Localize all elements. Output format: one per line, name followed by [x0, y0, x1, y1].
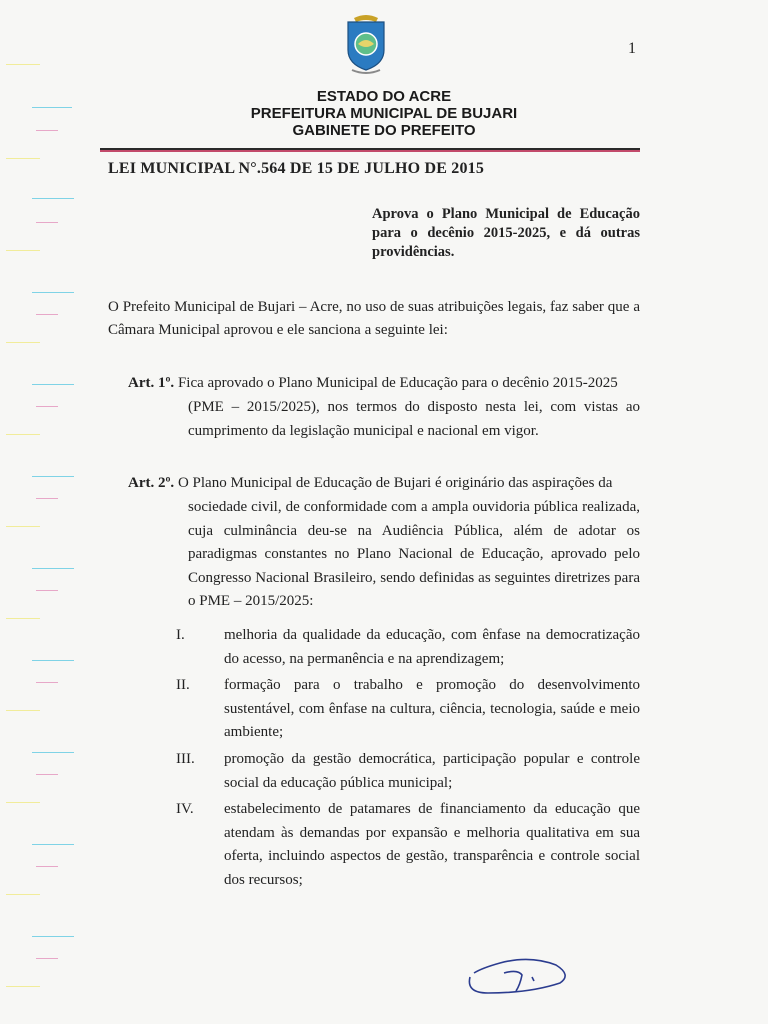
article-1: [128, 372, 640, 396]
letterhead: [0, 88, 768, 139]
item-text: promoção da gestão democrática, participação popular e controle social da educação pública municipal;: [224, 751, 640, 791]
article-2-text-first: O Plano Municipal de Educação de Bujari é originário das aspirações da: [177, 475, 613, 491]
header-divider: [100, 148, 640, 152]
municipal-crest-icon: [342, 14, 390, 76]
margin-marks: [0, 0, 80, 1024]
item-number: I.: [176, 627, 185, 643]
page-number: 1: [628, 40, 636, 57]
header-cabinet: GABINETE DO PREFEITO: [292, 122, 476, 139]
article-1-text-rest: (PME – 2015/2025), nos termos do disposto nesta lei, com vistas ao cumprimento da legislação municipal e nacional em vigor.: [188, 399, 640, 439]
article-2-label: Art. 2º.: [128, 475, 175, 491]
header-prefecture: PREFEITURA MUNICIPAL DE BUJARI: [250, 105, 518, 122]
item-text: estabelecimento de patamares de financiamento da educação que atendam às demandas por expansão e melhoria qualitativa em sua oferta, incluindo aspectos de gestão, transparência e controle social dos recursos;: [224, 801, 640, 888]
item-number: II.: [176, 677, 190, 693]
item-text: melhoria da qualidade da educação, com ênfase na democratização do acesso, na permanência e na aprendizagem;: [224, 627, 640, 667]
item-number: III.: [176, 751, 195, 767]
article-2-text-rest: sociedade civil, de conformidade com a ampla ouvidoria pública realizada, cuja culminância deu-se na Audiência Pública, além de adotar os paradigmas constantes no Plano Nacional de Educação, aprovado pelo Congresso Nacional Brasileiro, sendo definidas as seguintes diretrizes para o PME – 2015/2025:: [188, 499, 640, 609]
article-2: [128, 472, 640, 496]
ementa: Aprova o Plano Municipal de Educação para o decênio 2015-2025, e dá outras providências.: [372, 206, 640, 260]
item-number: IV.: [176, 801, 194, 817]
header-state: ESTADO DO ACRE: [316, 88, 452, 105]
article-1-text-first: Fica aprovado o Plano Municipal de Educação para o decênio 2015-2025: [177, 375, 618, 391]
article-1-label: Art. 1º.: [128, 375, 175, 391]
item-text: formação para o trabalho e promoção do desenvolvimento sustentável, com ênfase na cultura, ciência, tecnologia, saúde e meio ambiente;: [224, 677, 640, 740]
signature-initials: [460, 955, 580, 1000]
preamble: O Prefeito Municipal de Bujari – Acre, no uso de suas atribuições legais, faz saber que a Câmara Municipal aprovou e ele sanciona a seguinte lei:: [108, 299, 640, 338]
law-title: LEI MUNICIPAL N°.564 DE 15 DE JULHO DE 2015: [108, 160, 485, 177]
